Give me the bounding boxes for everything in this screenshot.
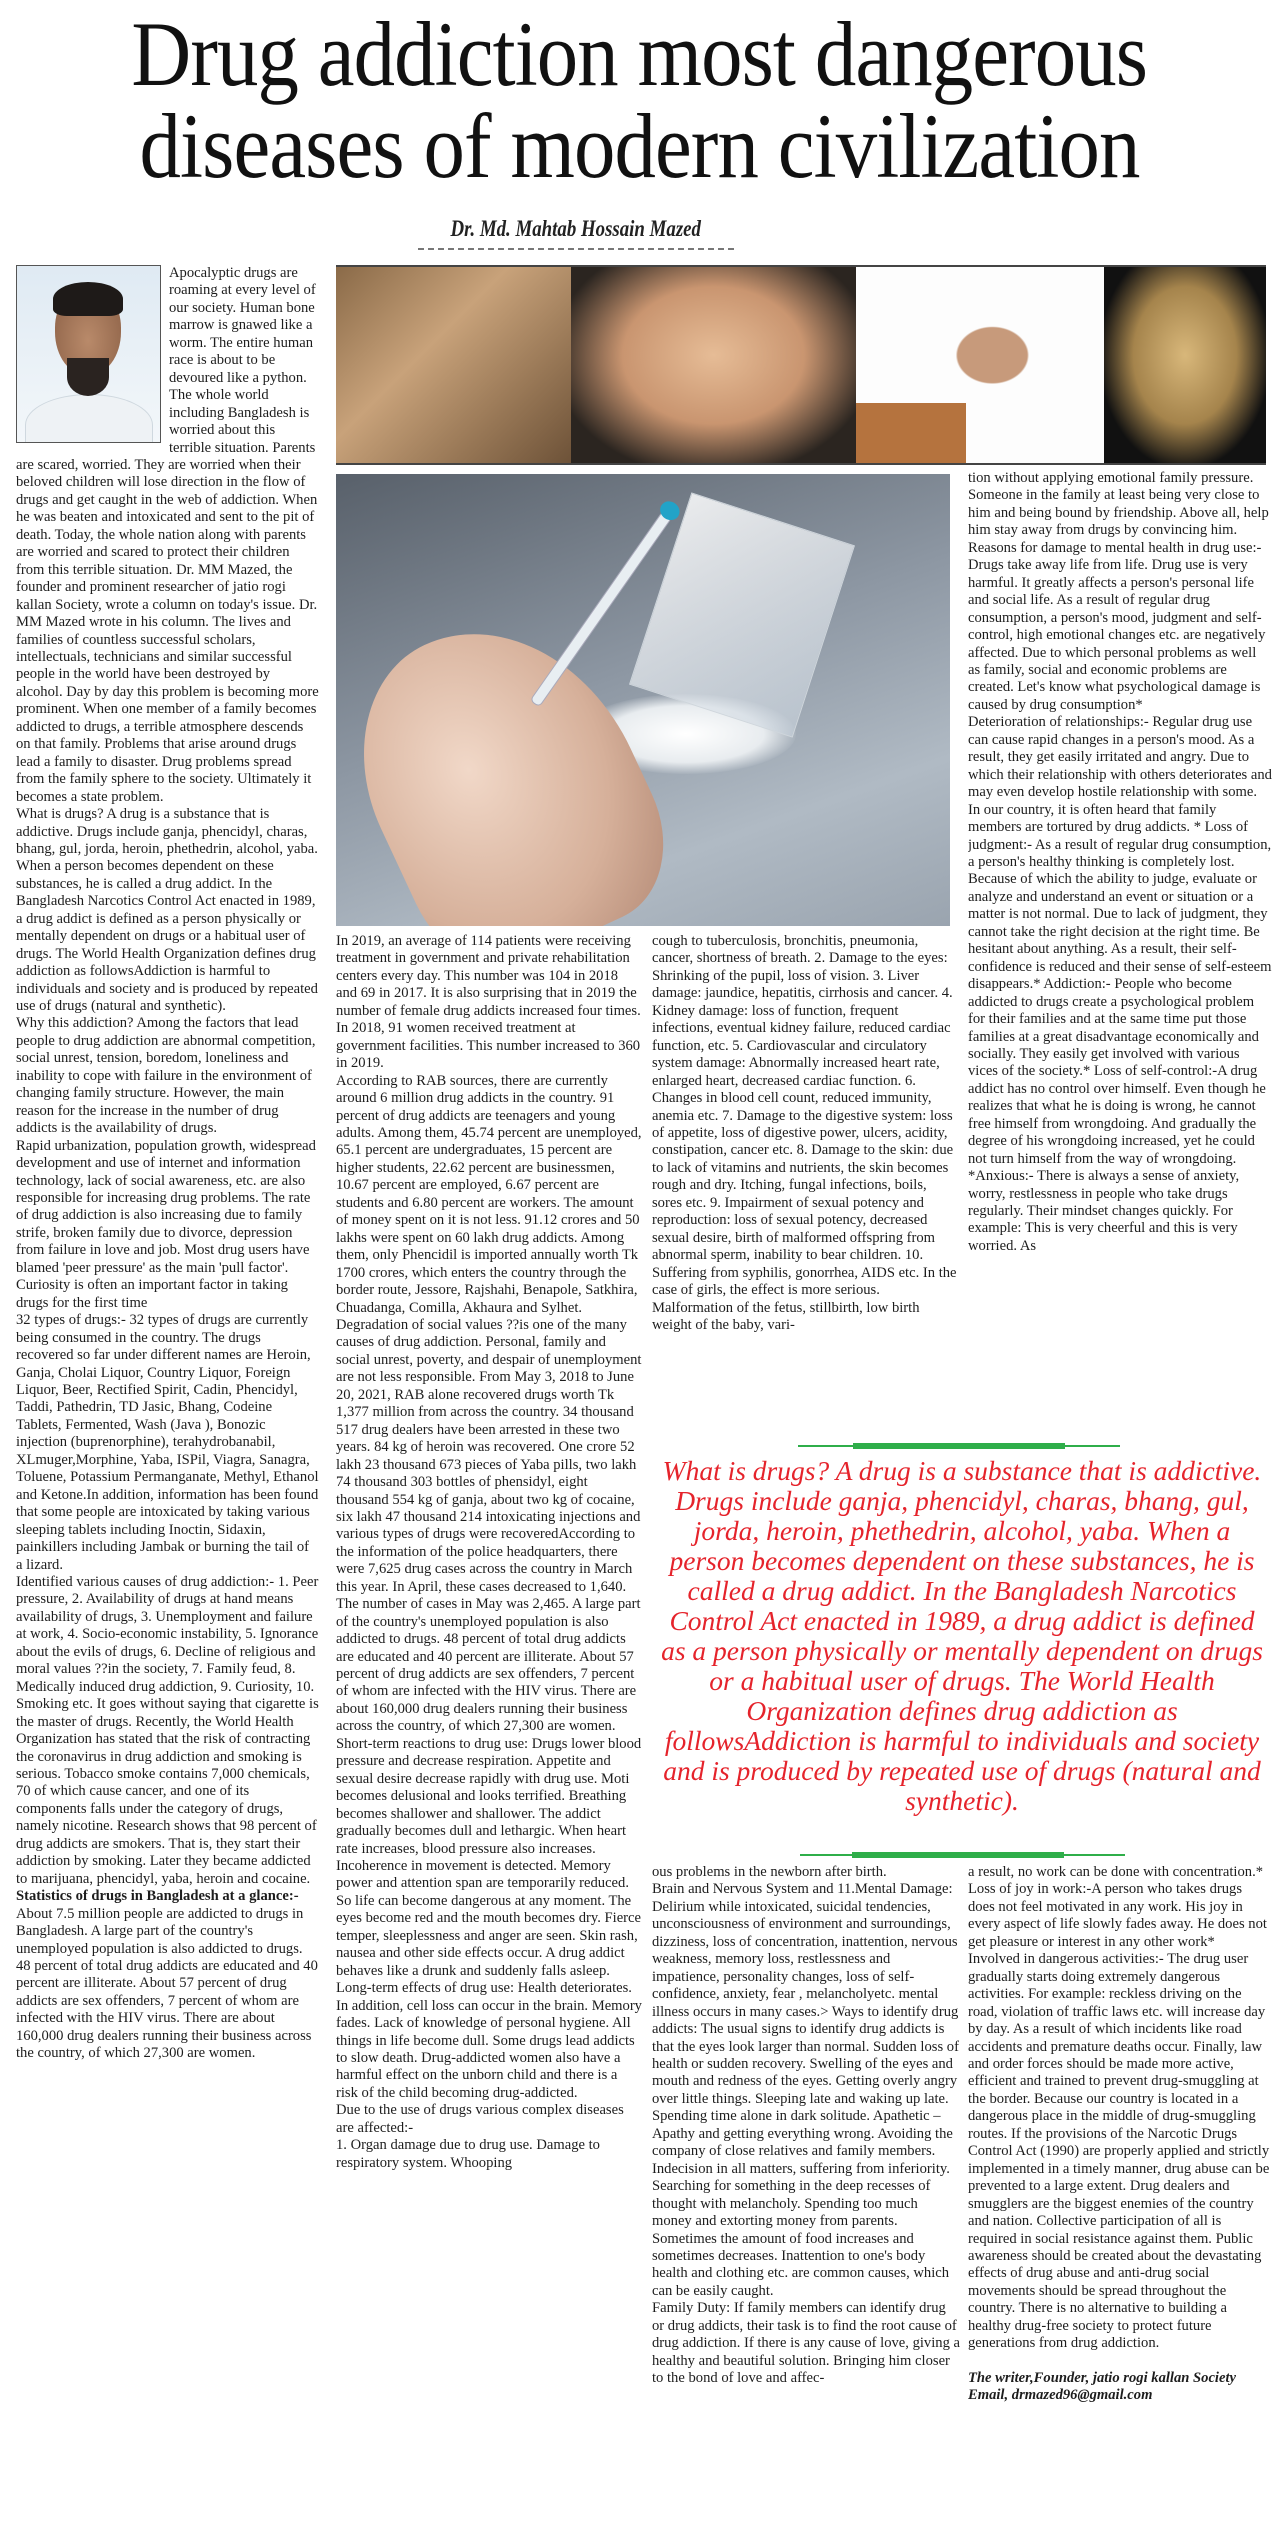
paragraph: Reasons for damage to mental health in drug use:-Drugs take away life from life. Drug use is very harmful. It greatly affects a person's personal life and social life. As a result of regular drug consumption, a person's mood, judgment and self-control, high emotional changes etc. are negatively affected. Due to which personal problems as well as family, social and economic problems are created. Let's know what psychological damage is caused by drug consumption* [968, 539, 1266, 713]
paragraph: Identified various causes of drug addiction:- 1. Peer pressure, 2. Availability of drugs at hand means availability of drugs, 3. Unemployment and failure at work, 4. Socio-economic instability, 5. Ignorance about the evils of drugs, 6. Decline of religious and moral values ??in the society, 7. Family feud, 8. Medically induced drug addiction, 9. Curiosity, 10. Smoking etc. It goes without saying that cigarette is the master of drugs. Recently, the World Health Organization has stated that the risk of contracting the coronavirus in drug addiction and smoking is serious. Tobacco smoke contains 7,000 chemicals, 70 of which cause cancer, and one of its components falls under the category of drugs, namely nicotine. Research shows that 98 percent of drug addicts are smokers. That is, they start their addiction by smoking. Later they became addicted to marijuana, phencidyl, yaba, heroin and cocaine. [16, 1573, 319, 1887]
paragraph: About 7.5 million people are addicted to drugs in Bangladesh. A large part of the country's unemployed population is also addicted to drugs. 48 percent of total drug addicts are educated and 40 percent are illiterate. About 57 percent of drug addicts are sex offenders, 7 percent of whom are infected with the HIV virus. There are about 160,000 drug dealers running their business across the country, of which 27,300 are women. [16, 1905, 318, 2062]
paragraph: 1. Organ damage due to drug use. Damage to respiratory system. Whooping [336, 2137, 600, 2171]
column-4-top [968, 470, 1272, 1428]
column-1 [16, 265, 319, 2530]
pull-quote-rule-bottom-accent [852, 1852, 1064, 1858]
headline-text-1: Drug addiction most dangerous [131, 3, 1148, 105]
collage-snorting-image [571, 267, 856, 463]
author-name: Dr. Md. Mahtab Hossain Mazed [450, 216, 702, 241]
paragraph: Why this addiction? Among the factors that lead people to drug addiction are abnormal competition, social unrest, tension, boredom, loneliness and inability to cope with failure in the environment of changing family structure. However, the main reason for the increase in the number of drug addicts is the availability of drugs. [16, 1015, 316, 1137]
paragraph: Family Duty: If family members can identify drug or drug addicts, their task is to find the root cause of drug addiction. If there is any cause of love, giving a healthy and beautiful solution. Bringing him closer to the bond of love and affec- [652, 2300, 960, 2387]
collage-distressed-person-image [856, 267, 1104, 463]
paragraph: Involved in dangerous activities:- The drug user gradually starts doing extremely dangerous activities. For example: reckless driving on the road, violation of traffic laws etc. will increase day by day. As a result of which incidents like road accidents and premature deaths occur. Finally, law and order forces should be made more active, efficient and trained to prevent drug-smuggling at the border. Because our country is located in a dangerous place in the middle of drug-smuggling routes. If the provisions of the Narcotic Drugs Control Act (1990) are properly applied and strictly implemented in a timely manner, drug abuse can be prevented to a large extent. Drug dealers and smugglers are the biggest enemies of the country and nation. Collective participation of all is required in social resistance against them. Public awareness should be created about the devastating effects of drug abuse and anti-drug social movements should be spread throughout the country. There is no alternative to building a healthy drug-free society to protect future generations from drug addiction. [968, 1951, 1270, 2352]
paragraph: ous problems in the newborn after birth. [652, 1864, 887, 1880]
paragraph: cough to tuberculosis, bronchitis, pneumonia, cancer, shortness of breath. 2. Damage to the eyes: Shrinking of the pupil, loss of vision. 3. Liver damage: jaundice, hepatitis, cirrhosis and cancer. 4. Kidney damage: loss of function, frequent infections, eventual kidney failure, reduced cardiac function, etc. 5. Cardiovascular and circulatory system damage: Abnormally increased heart rate, enlarged heart, decreased cardiac function. 6. Changes in blood cell count, reduced immunity, anemia etc. 7. Damage to the digestive system: loss of appetite, loss of digestive power, ulcers, acidity, constipation, cancer etc. 8. Damage to the skin: due to lack of vitamins and nutrients, the skin becomes rough and dry. Itching, fungal infections, boils, sores etc. 9. Impairment of sexual potency and reproduction: loss of sexual potency, decreased sexual desire, birth of malformed offspring from abnormal sperm, inability to bear children. 10. Suffering from syphilis, gonorrhea, AIDS etc. In the case of girls, the effect is more serious. Malformation of the fetus, stillbirth, low birth weight of the baby, vari- [652, 933, 957, 1333]
signature-role: The writer,Founder, jatio rogi kallan Society [968, 2369, 1236, 2386]
paragraph: a result, no work can be done with concentration.* Loss of joy in work:-A person who takes drugs does not feel motivated in any work. His joy in every aspect of life slowly fades away. He does not get pleasure or interest in any other work* [968, 1864, 1267, 1950]
paragraph: 32 types of drugs:- 32 types of drugs are currently being consumed in the country. The drugs recovered so far under different names are Heroin, Ganja, Cholai Liquor, Country Liquor, Foreign Liquor, Beer, Rectified Spirit, Cadin, Phencidyl, Taddi, Pathedrin, TD Jasic, Bhang, Codeine Tablets, Fermented, Wash (Java ), Bonozic injection (buprenorphine), terahydrobanabil, XLmuger,Morphine, Yaba, ISPil, Viagra, Sanagra, Toluene, Potassium Permanganate, Methyl, Ethanol and Ketone.In addition, information has been found that some people are intoxicated by taking various sleeping tablets including Inoctin, Sidaxin, painkillers including Jambak or burning the tail of a lizard. [16, 1312, 319, 1573]
headline-line-2 [0, 95, 1279, 197]
column-3-top [652, 933, 960, 1428]
paragraph: Deterioration of relationships:- Regular drug use can cause rapid changes in a person's mood. As a result, they get easily irritated and angry. Due to which their relationship with others deteriorates and may even develop hostile relationship with some. In our country, it is often heard that family members are tortured by drug addicts. * Loss of judgment:- As a result of regular drug consumption, a person's healthy thinking is completely lost. Because of which the ability to judge, evaluate or analyze and understand an event or situation or a matter is not normal. Due to lack of judgment, they cannot take the right decision at the right time. Be hesitant about anything. As a result, their self-confidence is reduced and their sense of self-esteem disappears.* Addiction:- People who become addicted to drugs create a psychological problem for their families and at the same time put those families at a great disadvantage economically and socially. They easily get involved with various vices of the society.* Loss of self-control:-A drug addict has no control over himself. Even though he realizes that what he is doing is wrong, he cannot free himself from wrongdoing. And gradually the degree of his wrongdoing increased, yet he could not turn himself from the way of wrongdoing. [968, 714, 1272, 1167]
paragraph: Due to the use of drugs various complex diseases are affected:- [336, 2102, 624, 2136]
column-4-bottom [968, 1864, 1272, 2530]
headline-line-1 [0, 3, 1279, 105]
author-signature [968, 2370, 1272, 2405]
paragraph: Apocalyptic drugs are roaming at every level of our society. Human bone marrow is gnawed like a worm. The entire human race is about to be devoured like a python. The whole world including Bangladesh is worried about this terrible situation. Parents are scared, worried. They are worried when their beloved children will lose direction in the flow of drugs and get caught in the web of addiction. When he was beaten and intoxicated and sent to the pit of death. Today, the whole nation along with parents are worried and scared to protect their children from this terrible situation. Dr. MM Mazed, the founder and prominent researcher of jatio rogi kallan Society, wrote a column on today's issue. Dr. MM Mazed wrote in his column. The lives and families of countless successful scholars, intellectuals, technicians and similar successful people in the world have been destroyed by alcohol. Day by day this problem is becoming more prominent. When one member of a family becomes addicted to drugs, a terrible atmosphere descends on that family. Problems that arise around drugs lead a family to disaster. Drug problems spread from the family sphere to the society. Ultimately it becomes a state problem. [16, 265, 319, 805]
paragraph: According to RAB sources, there are currently around 6 million drug addicts in the country. 91 percent of drug addicts are teenagers and young adults. Among them, 45.74 percent are unemployed, 65.1 percent are undergraduates, 15 percent are higher students, 22.62 percent are businessmen, 10.67 percent are employed, 6.67 percent are students and 6.80 percent are workers. The amount of money spent on it is not less. 91.12 crores and 50 lakhs were spent on 60 lakh drug addicts. Among them, only Phencidil is imported annually worth Tk 1700 crores, which enters the country through the border route, Jessore, Rajshahi, Benapole, Satkhira, Chuadanga, Comilla, Akhaura and Sylhet. Degradation of social values ??is one of the many causes of drug addiction. Personal, family and social unrest, poverty, and despair of unemployment are not less responsible. From May 3, 2018 to June 20, 2021, RAB alone recovered drugs worth Tk 1,377 million from across the country. 34 thousand 517 drug dealers have been arrested in these two years. 84 kg of heroin was recovered. One crore 52 lakh 23 thousand 673 pieces of Yaba pills, two lakh 74 thousand 303 bottles of phensidyl, eight thousand 554 kg of ganja, about two kg of cocaine, six lakh 47 thousand 214 intoxicating injections and various types of drugs were recoveredAccording to the information of the police headquarters, there were 7,625 drug cases across the country in March this year. In April, these cases decreased to 1,640. The number of cases in May was 2,465. A large part of the country's unemployed population is also addicted to drugs. 48 percent of total drug addicts are educated and 40 percent are illiterate. About 57 percent of drug addicts are sex offenders, 7 percent of whom are infected with the HIV virus. There are about 160,000 drug dealers running their business across the country, of which 27,300 are women. [336, 1072, 642, 1735]
paragraph: In 2019, an average of 114 patients were receiving treatment in government and private rehabilitation centers every day. This number was 104 in 2018 and 69 in 2017. It is also surprising that in 2019 the number of female drug addicts increased four times. In 2018, 91 women received treatment at government facilities. This number increased to 360 in 2019. [336, 933, 641, 1072]
signature-email: Email, drmazed96@gmail.com [968, 2387, 1153, 2404]
author-photo [16, 265, 161, 443]
headline-text-2: diseases of modern civilization [139, 95, 1140, 197]
paragraph: Short-term reactions to drug use: Drugs lower blood pressure and decrease respiration. Appetite and sexual desire decrease rapidly with drug use. Moti becomes delusional and looks terrified. Breathing becomes shallower and shallower. The addict gradually becomes dull and lethargic. When heart rate increases, blood pressure also increases. Incoherence in movement is detected. Memory power and attention span are temporarily reduced. So life can become dangerous at any moment. The eyes become red and the mouth becomes dry. Fierce temper, sleeplessness and anger are seen. Skin rash, nausea and other side effects occur. A drug addict behaves like a drunk and suddenly falls asleep. Long-term effects of drug use: Health deteriorates. In addition, cell loss can occur in the brain. Memory fades. Lack of knowledge of personal hygiene. All things in life become dull. Some drugs lead addicts to slow death. Drug-addicted women also have a harmful effect on the unborn child and there is a risk of the child becoming drug-addicted. [336, 1735, 642, 2101]
column-2 [336, 933, 642, 2530]
paragraph: What is drugs? A drug is a substance that is addictive. Drugs include ganja, phencidyl, charas, bhang, gul, jorda, heroin, phethedrin, alcohol, yaba. When a person becomes dependent on these substances, he is called a drug addict. In the Bangladesh Narcotics Control Act enacted in 1989, a drug addict is defined as a person physically or mentally dependent on drugs or a habitual user of drugs. The World Health Organization defines drug addiction as followsAddiction is harmful to individuals and society and is produced by repeated use of drugs (natural and synthetic). [16, 806, 318, 1015]
main-drug-image [336, 474, 950, 926]
paragraph: tion without applying emotional family pressure. Someone in the family at least being very close to him and being bound by friendship. Above all, help him stay away from drugs by convincing him. [968, 470, 1269, 539]
collage-skull-image [1104, 267, 1266, 463]
byline [418, 216, 734, 250]
paragraph: Brain and Nervous System and 11.Mental Damage: Delirium while intoxicated, suicidal tendencies, unconsciousness of environment and surroundings, dizziness, loss of concentration, inattention, nervous weakness, memory loss, restlessness and impatience, personality changes, loss of self-confidence, anxiety, fear , melancholyetc. mental illness occurs in many cases.> Ways to identify drug addicts: The usual signs to identify drug addicts is that the eyes look larger than normal. Sudden loss of health or sudden recovery. Swelling of the eyes and mouth and redness of the eyes. Getting overly angry over little things. Sleeping late and waking up late. Spending time alone in dark solitude. Apathetic – Apathy and getting everything wrong. Avoiding the company of close relatives and family members. Indecision in all matters, suffering from inferiority. Searching for something in the deep recesses of thought with melancholy. Spending too much money and extorting money from parents. Sometimes the amount of food increases and sometimes decreases. Inattention to one's body health and clothing etc. are common causes, which can be easily caught. [652, 1881, 959, 2299]
paragraph: *Anxious:- There is always a sense of anxiety, worry, restlessness in people who take drugs regularly. Their mindset changes quickly. For example: This is very cheerful and this is very worried. As [968, 1168, 1240, 1254]
pull-quote: What is drugs? A drug is a substance that is addictive. Drugs include ganja, phencidyl, charas, bhang, gul, jorda, heroin, phethedrin, alcohol, yaba. When a person becomes dependent on these substances, he is called a drug addict. In the Bangladesh Narcotics Control Act enacted in 1989, a drug addict is defined as a person physically or mentally dependent on drugs or a habitual user of drugs. The World Health Organization defines drug addiction as followsAddiction is harmful to individuals and society and is produced by repeated use of drugs (natural and synthetic). [661, 1455, 1263, 1816]
column-3-bottom [652, 1864, 960, 2530]
paragraph: Rapid urbanization, population growth, widespread development and use of internet and information technology, lack of social awareness, etc. are also responsible for increasing drug problems. The rate of drug addiction is also increasing due to family strife, broken family due to divorce, depression from failure in love and job. Most drug users have blamed 'peer pressure' as the main 'pull factor'. Curiosity is often an important factor in taking drugs for the first time [16, 1137, 316, 1311]
collage-injection-image [336, 267, 571, 463]
photo-collage [336, 265, 1266, 465]
pull-quote-rule-top-accent [853, 1443, 1065, 1449]
section-heading: Statistics of drugs in Bangladesh at a glance:- [16, 1888, 299, 1905]
